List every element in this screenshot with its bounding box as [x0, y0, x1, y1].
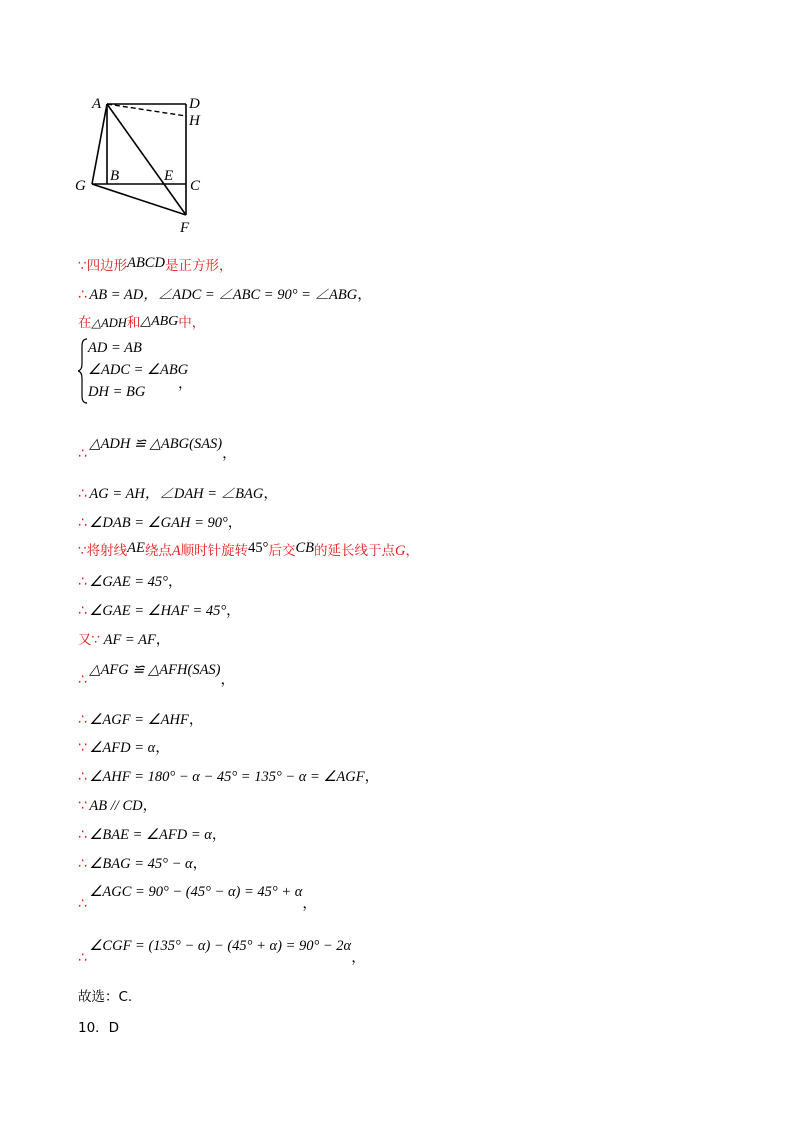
label-F: F: [180, 220, 190, 236]
comma: ，: [364, 769, 380, 785]
comma: ，: [211, 827, 227, 843]
line-3-suffix: 中，: [178, 315, 206, 331]
next-question-line: [78, 1016, 119, 1037]
ray-AE: AE: [127, 540, 145, 556]
line-1-suffix: 是正方形，: [164, 258, 233, 274]
solution-line-10: [78, 599, 241, 620]
line-8-extension: 的延长线于点: [314, 543, 396, 559]
line-3-and: 和: [126, 315, 141, 331]
line-3-prefix: 在: [78, 315, 92, 331]
comma: ，: [263, 486, 278, 502]
solution-line-2: [78, 283, 372, 304]
label-E: E: [164, 168, 174, 184]
therefore-symbol: ∴: [78, 486, 86, 502]
solution-line-11: [78, 628, 170, 649]
solution-line-16: [78, 794, 157, 815]
therefore-symbol: ∴: [78, 769, 86, 785]
triangle-ABG: △ABG: [140, 314, 179, 329]
line-8-rotate: 顺时针旋转: [180, 543, 249, 559]
point-A: A: [171, 543, 181, 559]
comma: ，: [155, 632, 171, 648]
line-5-math: △ADH ≌ △ABG(SAS): [89, 436, 223, 452]
label-H: H: [189, 113, 200, 129]
line-18-math: ∠BAG = 45° − α: [89, 856, 193, 872]
therefore-symbol: ∴: [78, 672, 86, 688]
line-14-math: ∠AFD = α: [89, 740, 156, 756]
comma: ，: [220, 672, 236, 688]
segment-AH-dashed: [107, 104, 186, 116]
solution-line-5: [78, 432, 237, 462]
line-7-math: ∠DAB = ∠GAH = 90°: [89, 515, 228, 531]
solution-line-9: [78, 570, 182, 591]
segment-CB: CB: [295, 540, 315, 556]
comma: ，: [142, 798, 158, 814]
solution-line-6: [78, 482, 278, 503]
answer-choice-line: [78, 985, 132, 1006]
solution-line-19: [78, 880, 317, 912]
comma: ，: [222, 446, 237, 462]
line-15-math: ∠AHF = 180° − α − 45° = 135° − α = ∠AGF: [89, 769, 365, 785]
line-6-math: AG = AH，∠DAH = ∠BAG: [89, 486, 264, 502]
solution-line-17: [78, 823, 226, 844]
solution-line-3: [78, 311, 205, 332]
therefore-symbol: ∴: [78, 603, 86, 619]
line-11-prefix: 又∵: [78, 632, 101, 648]
comma: ，: [302, 896, 317, 912]
triangle-ADH: △ADH: [91, 316, 127, 330]
label-B: B: [110, 168, 120, 184]
line-8-around: 绕点: [144, 543, 172, 559]
solution-line-14: [78, 736, 170, 757]
segment-AF: [107, 104, 186, 215]
geometry-figure: [70, 92, 220, 242]
comma: ，: [167, 574, 183, 590]
line-8-after: 后交: [268, 543, 296, 559]
segment-AG: [92, 104, 107, 184]
line-19-math: ∠AGC = 90° − (45° − α) = 45° + α: [89, 884, 303, 900]
line-9-math: ∠GAE = 45°: [89, 574, 168, 590]
comma: ，: [226, 603, 241, 619]
comma: ，: [351, 950, 366, 966]
answer-choice: 故选：C.: [78, 989, 133, 1005]
solution-line-15: [78, 765, 379, 786]
comma: ，: [227, 515, 243, 531]
line-11-math: AF = AF: [103, 632, 156, 648]
because-symbol: ∵: [78, 740, 86, 756]
therefore-symbol: ∴: [78, 827, 86, 843]
system-row-3: DH = BG: [88, 384, 146, 400]
solution-line-20: [78, 934, 366, 966]
system-row-2: ∠ADC = ∠ABG: [88, 362, 189, 378]
therefore-symbol: ∴: [78, 856, 86, 872]
therefore-symbol: ∴: [78, 950, 86, 966]
solution-line-12: [78, 658, 236, 688]
line-17-math: ∠BAE = ∠AFD = α: [89, 827, 212, 843]
solution-line-8: [78, 539, 419, 560]
therefore-symbol: ∴: [78, 287, 86, 303]
comma: ，: [357, 287, 372, 303]
solution-line-7: [78, 511, 242, 532]
line-8-prefix: ∵将射线: [78, 543, 128, 559]
label-A: A: [92, 96, 102, 112]
line-1-prefix: ∵四边形: [78, 258, 128, 274]
therefore-symbol: ∴: [78, 515, 86, 531]
because-symbol: ∵: [78, 798, 86, 814]
line-20-math: ∠CGF = (135° − α) − (45° + α) = 90° − 2α: [89, 938, 352, 954]
label-D: D: [189, 96, 200, 112]
therefore-symbol: ∴: [78, 712, 86, 728]
line-8-suffix: ，: [405, 543, 419, 559]
label-C: C: [190, 178, 201, 194]
solution-line-13: [78, 708, 203, 729]
comma: ，: [178, 376, 193, 392]
comma: ，: [188, 712, 204, 728]
line-13-math: ∠AGF = ∠AHF: [89, 712, 189, 728]
solution-line-1: [78, 254, 232, 275]
label-G: G: [75, 178, 86, 194]
line-10-math: ∠GAE = ∠HAF = 45°: [89, 603, 227, 619]
question-10-answer: 10．D: [78, 1020, 120, 1036]
line-1-math: ABCD: [127, 255, 165, 271]
solution-line-18: [78, 852, 207, 873]
segment-GF: [92, 184, 186, 215]
therefore-symbol: ∴: [78, 574, 86, 590]
therefore-symbol: ∴: [78, 446, 86, 462]
line-16-math: AB // CD: [89, 798, 143, 814]
line-2-math: AB = AD，∠ADC = ∠ABC = 90° = ∠ABG: [89, 287, 358, 303]
comma: ，: [155, 740, 170, 756]
line-12-math: △AFG ≌ △AFH(SAS): [89, 662, 221, 678]
point-G: G: [395, 543, 406, 559]
therefore-symbol: ∴: [78, 896, 86, 912]
angle-45: 45°: [248, 540, 269, 556]
system-row-1: AD = AB: [88, 340, 142, 356]
comma: ，: [192, 856, 208, 872]
